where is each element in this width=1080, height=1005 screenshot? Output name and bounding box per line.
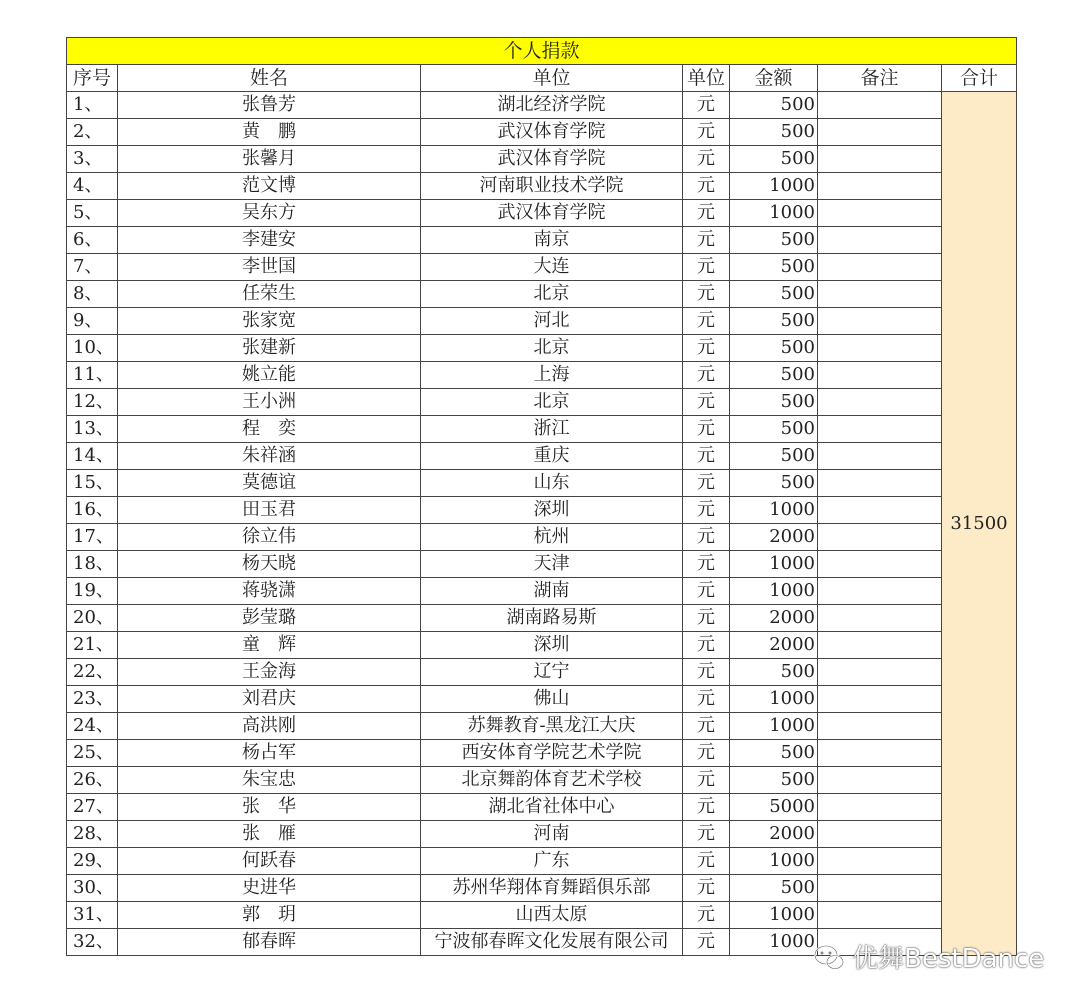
row-currency: 元: [683, 929, 730, 956]
row-note: [818, 92, 942, 119]
row-name: 范文博: [118, 173, 421, 200]
row-amount: 500: [730, 281, 818, 308]
row-amount: 500: [730, 416, 818, 443]
table-row: [67, 848, 1017, 875]
row-index: 10、: [67, 335, 118, 362]
row-name: 刘君庆: [118, 686, 421, 713]
row-unit: 上海: [421, 362, 683, 389]
table-row: [67, 470, 1017, 497]
table-row: [67, 767, 1017, 794]
row-name: 蒋骁潇: [118, 578, 421, 605]
row-index: 8、: [67, 281, 118, 308]
row-name: 史进华: [118, 875, 421, 902]
row-index: 20、: [67, 605, 118, 632]
row-currency: 元: [683, 254, 730, 281]
row-currency: 元: [683, 659, 730, 686]
table-title: 个人捐款: [67, 38, 1017, 65]
row-note: [818, 524, 942, 551]
row-currency: 元: [683, 713, 730, 740]
row-currency: 元: [683, 146, 730, 173]
row-name: 李世国: [118, 254, 421, 281]
row-amount: 2000: [730, 524, 818, 551]
row-name: 任荣生: [118, 281, 421, 308]
table-row: [67, 227, 1017, 254]
row-note: [818, 605, 942, 632]
row-index: 12、: [67, 389, 118, 416]
row-unit: 苏舞教育-黑龙江大庆: [421, 713, 683, 740]
table-row: [67, 713, 1017, 740]
row-note: [818, 146, 942, 173]
row-unit: 西安体育学院艺术学院: [421, 740, 683, 767]
row-unit: 北京: [421, 389, 683, 416]
row-unit: 北京: [421, 335, 683, 362]
row-amount: 1000: [730, 200, 818, 227]
table-row: [67, 335, 1017, 362]
row-note: [818, 416, 942, 443]
row-currency: 元: [683, 389, 730, 416]
row-unit: 山东: [421, 470, 683, 497]
row-index: 19、: [67, 578, 118, 605]
table-row: [67, 443, 1017, 470]
row-note: [818, 578, 942, 605]
table-row: [67, 200, 1017, 227]
row-index: 31、: [67, 902, 118, 929]
row-index: 18、: [67, 551, 118, 578]
row-name: 郭 玥: [118, 902, 421, 929]
row-note: [818, 848, 942, 875]
row-currency: 元: [683, 524, 730, 551]
header-note: 备注: [818, 65, 942, 92]
row-name: 程 奕: [118, 416, 421, 443]
row-note: [818, 362, 942, 389]
row-amount: 1000: [730, 929, 818, 956]
row-amount: 1000: [730, 173, 818, 200]
row-name: 吴东方: [118, 200, 421, 227]
table-row: [67, 416, 1017, 443]
row-currency: 元: [683, 92, 730, 119]
row-unit: 湖北经济学院: [421, 92, 683, 119]
table-row: [67, 902, 1017, 929]
row-note: [818, 335, 942, 362]
table-row: [67, 281, 1017, 308]
row-currency: 元: [683, 470, 730, 497]
row-unit: 河北: [421, 308, 683, 335]
row-name: 童 辉: [118, 632, 421, 659]
row-unit: 大连: [421, 254, 683, 281]
row-name: 杨天晓: [118, 551, 421, 578]
row-note: [818, 200, 942, 227]
row-unit: 广东: [421, 848, 683, 875]
row-currency: 元: [683, 821, 730, 848]
row-currency: 元: [683, 281, 730, 308]
row-unit: 河南职业技术学院: [421, 173, 683, 200]
row-unit: 北京舞韵体育艺术学校: [421, 767, 683, 794]
table-row: [67, 686, 1017, 713]
table-row: [67, 497, 1017, 524]
header-currency: 单位: [683, 65, 730, 92]
wechat-icon: [812, 940, 846, 974]
row-currency: 元: [683, 551, 730, 578]
row-index: 25、: [67, 740, 118, 767]
row-unit: 深圳: [421, 632, 683, 659]
row-name: 王金海: [118, 659, 421, 686]
row-amount: 1000: [730, 848, 818, 875]
row-index: 22、: [67, 659, 118, 686]
table-row: [67, 875, 1017, 902]
row-amount: 2000: [730, 821, 818, 848]
table-row: [67, 794, 1017, 821]
row-amount: 500: [730, 335, 818, 362]
row-unit: 北京: [421, 281, 683, 308]
row-unit: 武汉体育学院: [421, 200, 683, 227]
row-note: [818, 551, 942, 578]
row-index: 6、: [67, 227, 118, 254]
row-unit: 武汉体育学院: [421, 146, 683, 173]
row-note: [818, 497, 942, 524]
row-note: [818, 740, 942, 767]
row-unit: 宁波郁春晖文化发展有限公司: [421, 929, 683, 956]
row-name: 郁春晖: [118, 929, 421, 956]
table-row: [67, 362, 1017, 389]
row-unit: 湖南: [421, 578, 683, 605]
row-unit: 河南: [421, 821, 683, 848]
table-row: [67, 578, 1017, 605]
row-currency: 元: [683, 497, 730, 524]
header-amount: 金额: [730, 65, 818, 92]
row-name: 张 雁: [118, 821, 421, 848]
row-note: [818, 254, 942, 281]
row-amount: 500: [730, 389, 818, 416]
row-index: 13、: [67, 416, 118, 443]
row-currency: 元: [683, 632, 730, 659]
watermark: [812, 938, 1044, 975]
row-unit: 辽宁: [421, 659, 683, 686]
header-unit: 单位: [421, 65, 683, 92]
row-name: 徐立伟: [118, 524, 421, 551]
table-row: [67, 389, 1017, 416]
row-index: 2、: [67, 119, 118, 146]
row-name: 朱祥涵: [118, 443, 421, 470]
row-name: 黄 鹏: [118, 119, 421, 146]
table-row: [67, 524, 1017, 551]
table-row: [67, 308, 1017, 335]
row-name: 张 华: [118, 794, 421, 821]
row-currency: 元: [683, 686, 730, 713]
row-index: 1、: [67, 92, 118, 119]
row-amount: 1000: [730, 902, 818, 929]
row-note: [818, 713, 942, 740]
row-amount: 1000: [730, 551, 818, 578]
row-note: [818, 227, 942, 254]
row-unit: 深圳: [421, 497, 683, 524]
row-unit: 重庆: [421, 443, 683, 470]
row-amount: 2000: [730, 605, 818, 632]
row-index: 30、: [67, 875, 118, 902]
row-note: [818, 686, 942, 713]
row-unit: 武汉体育学院: [421, 119, 683, 146]
donation-table: [66, 37, 1017, 956]
row-name: 张家宽: [118, 308, 421, 335]
row-amount: 500: [730, 308, 818, 335]
row-currency: 元: [683, 902, 730, 929]
row-amount: 500: [730, 119, 818, 146]
row-amount: 500: [730, 254, 818, 281]
header-name: 姓名: [118, 65, 421, 92]
row-note: [818, 875, 942, 902]
row-name: 张馨月: [118, 146, 421, 173]
row-name: 姚立能: [118, 362, 421, 389]
row-name: 莫德谊: [118, 470, 421, 497]
row-unit: 杭州: [421, 524, 683, 551]
row-index: 29、: [67, 848, 118, 875]
row-note: [818, 173, 942, 200]
row-note: [818, 443, 942, 470]
table-row: [67, 605, 1017, 632]
row-note: [818, 767, 942, 794]
row-amount: 1000: [730, 686, 818, 713]
row-index: 14、: [67, 443, 118, 470]
row-note: [818, 902, 942, 929]
row-note: [818, 632, 942, 659]
row-amount: 500: [730, 146, 818, 173]
row-name: 田玉君: [118, 497, 421, 524]
row-currency: 元: [683, 119, 730, 146]
row-amount: 500: [730, 767, 818, 794]
row-note: [818, 794, 942, 821]
table-row: [67, 92, 1017, 119]
row-index: 17、: [67, 524, 118, 551]
row-name: 彭莹璐: [118, 605, 421, 632]
row-currency: 元: [683, 308, 730, 335]
row-unit: 天津: [421, 551, 683, 578]
row-name: 何跃春: [118, 848, 421, 875]
row-amount: 500: [730, 659, 818, 686]
row-amount: 500: [730, 470, 818, 497]
row-currency: 元: [683, 200, 730, 227]
row-unit: 湖北省社体中心: [421, 794, 683, 821]
row-name: 王小洲: [118, 389, 421, 416]
row-currency: 元: [683, 416, 730, 443]
row-unit: 苏州华翔体育舞蹈俱乐部: [421, 875, 683, 902]
row-currency: 元: [683, 767, 730, 794]
table-row: [67, 146, 1017, 173]
row-name: 朱宝忠: [118, 767, 421, 794]
table-body: [67, 92, 1017, 956]
row-amount: 1000: [730, 578, 818, 605]
row-name: 李建安: [118, 227, 421, 254]
row-currency: 元: [683, 443, 730, 470]
row-amount: 500: [730, 875, 818, 902]
row-currency: 元: [683, 362, 730, 389]
row-currency: 元: [683, 335, 730, 362]
total-value: 31500: [942, 92, 1017, 956]
row-currency: 元: [683, 227, 730, 254]
row-name: 高洪刚: [118, 713, 421, 740]
row-note: [818, 281, 942, 308]
row-index: 16、: [67, 497, 118, 524]
row-index: 26、: [67, 767, 118, 794]
row-unit: 佛山: [421, 686, 683, 713]
row-unit: 南京: [421, 227, 683, 254]
row-index: 7、: [67, 254, 118, 281]
row-index: 28、: [67, 821, 118, 848]
row-amount: 500: [730, 362, 818, 389]
row-note: [818, 821, 942, 848]
row-index: 32、: [67, 929, 118, 956]
row-unit: 湖南路易斯: [421, 605, 683, 632]
table-row: [67, 740, 1017, 767]
row-index: 23、: [67, 686, 118, 713]
row-amount: 2000: [730, 632, 818, 659]
row-amount: 5000: [730, 794, 818, 821]
table-row: [67, 551, 1017, 578]
row-currency: 元: [683, 848, 730, 875]
header-total: 合计: [942, 65, 1017, 92]
row-name: 杨占军: [118, 740, 421, 767]
row-index: 27、: [67, 794, 118, 821]
row-index: 15、: [67, 470, 118, 497]
row-amount: 500: [730, 92, 818, 119]
row-index: 5、: [67, 200, 118, 227]
row-index: 24、: [67, 713, 118, 740]
row-unit: 山西太原: [421, 902, 683, 929]
watermark-text: 优舞BestDance: [852, 944, 1045, 974]
row-index: 4、: [67, 173, 118, 200]
row-amount: 500: [730, 227, 818, 254]
row-name: 张鲁芳: [118, 92, 421, 119]
row-currency: 元: [683, 740, 730, 767]
row-amount: 1000: [730, 497, 818, 524]
row-currency: 元: [683, 605, 730, 632]
row-currency: 元: [683, 578, 730, 605]
row-index: 9、: [67, 308, 118, 335]
row-amount: 1000: [730, 713, 818, 740]
row-index: 3、: [67, 146, 118, 173]
table-row: [67, 173, 1017, 200]
row-name: 张建新: [118, 335, 421, 362]
table-row: [67, 821, 1017, 848]
row-index: 21、: [67, 632, 118, 659]
table-row: [67, 254, 1017, 281]
row-currency: 元: [683, 794, 730, 821]
row-note: [818, 119, 942, 146]
row-note: [818, 389, 942, 416]
row-currency: 元: [683, 875, 730, 902]
row-amount: 500: [730, 740, 818, 767]
row-unit: 浙江: [421, 416, 683, 443]
row-index: 11、: [67, 362, 118, 389]
row-note: [818, 470, 942, 497]
row-note: [818, 308, 942, 335]
header-index: 序号: [67, 65, 118, 92]
table-row: [67, 632, 1017, 659]
row-amount: 500: [730, 443, 818, 470]
table-row: [67, 119, 1017, 146]
row-note: [818, 659, 942, 686]
table-row: [67, 659, 1017, 686]
row-currency: 元: [683, 173, 730, 200]
